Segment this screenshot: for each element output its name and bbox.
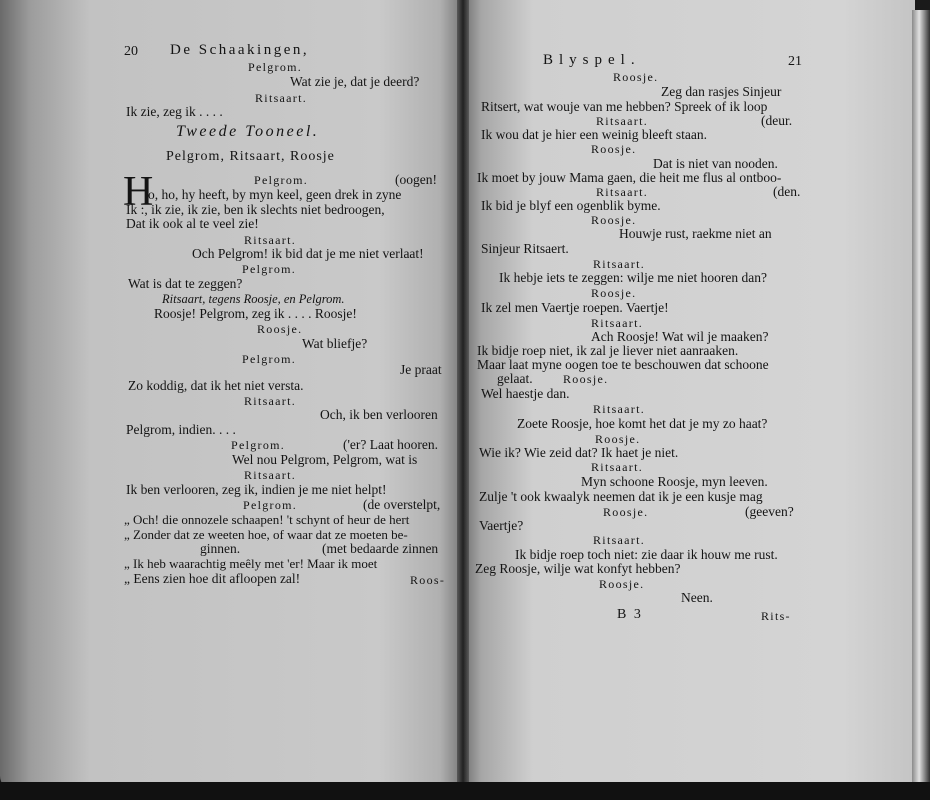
text-line: Ik wou dat je hier een weinig bleeft staan. (481, 127, 708, 142)
speaker-label: Ritsaart. (591, 460, 644, 474)
speaker-label: Ritsaart. (593, 257, 646, 271)
speaker-label: Roosje. (591, 142, 637, 156)
text-line: gelaat. (497, 371, 533, 386)
scene-heading: Tweede Tooneel. (176, 123, 320, 140)
text-line: ('er? Laat hooren. (343, 437, 439, 452)
text-line: Dat ik ook al te veel zie! (126, 216, 259, 231)
text-line: (met bedaarde zinnen (322, 541, 439, 556)
catchword: Rits- (761, 609, 791, 623)
text-line: Maar laat myne oogen toe te beschouwen dat schoone (477, 357, 769, 372)
text-line: Vaertje? (479, 518, 524, 533)
text-line: Ik moet by jouw Mama gaen, die heit me flus al ontboo- (477, 170, 782, 185)
speaker-label: Ritsaart. (244, 468, 297, 482)
book-gutter (457, 0, 469, 800)
table-shadow (0, 782, 930, 800)
text-line: Ik bidje roep niet, ik zal je liever niet aanraaken. (477, 343, 739, 358)
text-line: Wie ik? Wie zeid dat? Ik haet je niet. (479, 445, 679, 460)
speaker-label: Ritsaart. (596, 185, 649, 199)
speaker-label: Pelgrom. (231, 438, 286, 452)
text-line: Pelgrom, indien. . . . (126, 422, 236, 437)
text-line: Ik ben verlooren, zeg ik, indien je me niet helpt! (126, 482, 387, 497)
text-line: Roosje! Pelgrom, zeg ik . . . . Roosje! (154, 306, 357, 321)
text-line: (geeven? (745, 504, 794, 519)
speaker-label: Ritsaart. (244, 233, 297, 247)
text-line: Sinjeur Ritsaert. (481, 241, 569, 256)
running-head-left: De Schaakingen, (170, 42, 310, 58)
speaker-label: Pelgrom. (242, 352, 297, 366)
text-line: Ik :, ik zie, ik zie, ben ik slechts niet bedroogen, (126, 202, 385, 217)
speaker-label: Roosje. (563, 372, 609, 386)
text-line: Zulje 't ook kwaalyk neemen dat ik je een kusje mag (479, 489, 763, 504)
text-line: (den. (773, 184, 801, 199)
speaker-label: Ritsaart. (255, 91, 308, 105)
text-line: Och, ik ben verlooren (320, 407, 438, 422)
text-line: Houwje rust, raekme niet an (619, 226, 772, 241)
speaker-label: Ritsaart. (593, 533, 646, 547)
text-line: „ Eens zien hoe dit afloopen zal! (124, 571, 301, 586)
stage-direction: Ritsaart, tegens Roosje, en Pelgrom. (162, 292, 345, 306)
speaker-label: Roosje. (591, 213, 637, 227)
speaker-label: Pelgrom. (243, 498, 298, 512)
text-line: „ Ik heb waarachtig meêly met 'er! Maar ik moet (124, 556, 378, 571)
text-line: ginnen. (200, 541, 241, 556)
right-page (463, 0, 915, 790)
text-line: (de overstelpt, (363, 497, 441, 512)
speaker-label: Pelgrom. (242, 262, 297, 276)
text-line: Och Pelgrom! ik bid dat je me niet verlaat! (192, 246, 424, 261)
text-line: Ik zie, zeg ik . . . . (126, 104, 223, 119)
text-line: Wat zie je, dat je deerd? (290, 74, 420, 89)
text-line: Dat is niet van nooden. (653, 156, 778, 171)
catchword: Roos- (410, 573, 446, 587)
page-number-right: 21 (788, 54, 802, 69)
text-line: Ach Roosje! Wat wil je maaken? (591, 329, 769, 344)
running-head-right: Blyspel. (543, 52, 641, 68)
page-number-left: 20 (124, 44, 138, 59)
left-page (0, 0, 462, 790)
text-line: Ik bid je blyf een ogenblik byme. (481, 198, 661, 213)
speaker-label: Roosje. (595, 432, 641, 446)
text-line: „ Och! die onnozele schaapen! 't schynt of heur de hert (124, 512, 410, 527)
speaker-label: Roosje. (591, 286, 637, 300)
text-line: Zeg Roosje, wilje wat konfyt hebben? (475, 561, 681, 576)
text-line: Wat is dat te zeggen? (128, 276, 243, 291)
speaker-label: Ritsaart. (591, 316, 644, 330)
text-line: Ritsert, wat wouje van me hebben? Spreek of ik loop (481, 99, 768, 114)
speaker-label: Roosje. (257, 322, 303, 336)
speaker-label: Roosje. (603, 505, 649, 519)
page-edges (912, 10, 930, 800)
speaker-label: Pelgrom. (254, 173, 309, 187)
speaker-label: Roosje. (599, 577, 645, 591)
speaker-label: Roosje. (613, 70, 659, 84)
text-line: Zoete Roosje, hoe komt het dat je my zo haat? (517, 416, 768, 431)
text-line: (deur. (761, 113, 793, 128)
text-line: Ik bidje roep toch niet: zie daar ik houw me rust. (515, 547, 778, 562)
speaker-label: Ritsaart. (596, 114, 649, 128)
text-line: Je praat (400, 362, 442, 377)
text-line: „ Zonder dat ze weeten hoe, of waar dat ze moeten be- (124, 527, 408, 542)
speaker-label: Pelgrom. (248, 60, 303, 74)
text-line: o, ho, hy heeft, by myn keel, geen drek in zyne (148, 187, 402, 202)
signature-mark: B 3 (617, 607, 643, 622)
speaker-label: Ritsaart. (244, 394, 297, 408)
text-line: Wat bliefje? (302, 336, 368, 351)
drop-cap: H (123, 169, 154, 215)
cast-list: Pelgrom, Ritsaart, Roosje (166, 149, 335, 164)
text-line: Zeg dan rasjes Sinjeur (661, 84, 782, 99)
text-line: Neen. (681, 590, 713, 605)
text-line: Myn schoone Roosje, myn leeven. (581, 474, 768, 489)
text-line: Ik hebje iets te zeggen: wilje me niet hooren dan? (499, 270, 768, 285)
text-line: Ik zel men Vaertje roepen. Vaertje! (481, 300, 669, 315)
text-line: Wel haestje dan. (481, 386, 570, 401)
text-line: (oogen! (395, 172, 437, 187)
text-line: Zo koddig, dat ik het niet versta. (128, 378, 304, 393)
text-line: Wel nou Pelgrom, Pelgrom, wat is (232, 452, 418, 467)
speaker-label: Ritsaart. (593, 402, 646, 416)
